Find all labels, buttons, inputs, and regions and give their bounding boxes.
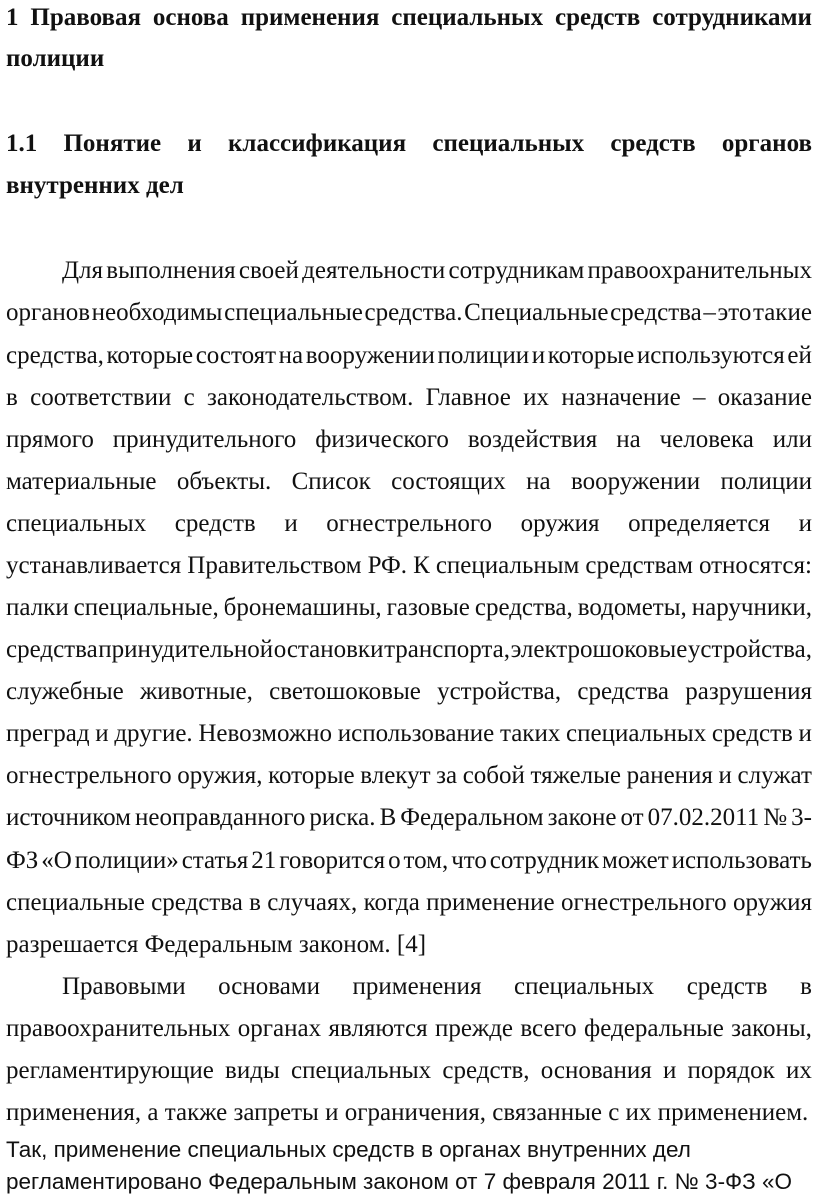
- word: полиции: [720, 468, 812, 495]
- word: –: [692, 384, 706, 411]
- word: использовать: [671, 847, 812, 874]
- heading-2-line-1: [0, 128, 816, 160]
- paragraph-1-line: [0, 845, 816, 877]
- word: случаях,: [267, 889, 358, 916]
- word: использование: [337, 720, 495, 747]
- word: 1: [6, 4, 19, 31]
- word: прямого: [6, 426, 94, 453]
- paragraph-2-last-line: применения, а также запреты и ограничения, связанные с их применением.: [6, 1099, 809, 1126]
- heading-2-line-2: внутренних дел: [6, 172, 184, 199]
- word: транспорта,: [384, 636, 510, 663]
- paragraph-1-line: [0, 802, 816, 834]
- word: и: [284, 510, 298, 537]
- word: прежде: [434, 1015, 514, 1042]
- word: специальных: [566, 720, 707, 747]
- word: ранения: [626, 762, 713, 789]
- word: оказание: [717, 384, 812, 411]
- word: применения: [352, 973, 482, 1000]
- word: Правительством: [187, 552, 362, 579]
- word: материальные: [6, 468, 157, 495]
- word: состоят: [195, 342, 277, 369]
- word: которые: [547, 342, 635, 369]
- paragraph-2-line: [0, 1055, 816, 1087]
- word: Главное: [425, 384, 511, 411]
- word: таких: [499, 720, 561, 747]
- heading-1-line-1: [0, 2, 816, 34]
- word: 21: [251, 847, 277, 874]
- word: являются: [328, 1015, 428, 1042]
- word: и: [95, 720, 109, 747]
- paragraph-1-line: [0, 466, 816, 498]
- word: оружия: [732, 889, 812, 916]
- word: служат: [737, 762, 812, 789]
- word: регламентирующие: [6, 1057, 214, 1084]
- word: может: [601, 847, 669, 874]
- word: законы,: [731, 1015, 812, 1042]
- word: о: [388, 847, 401, 874]
- word: светошоковые: [269, 678, 421, 705]
- paragraph-1-line: [0, 634, 816, 666]
- word: остановки: [273, 636, 384, 663]
- word: в: [249, 889, 261, 916]
- word: ей: [787, 342, 812, 369]
- word: №: [763, 804, 788, 831]
- paragraph-1-line: [0, 382, 816, 414]
- word: Правовыми: [62, 973, 186, 1000]
- paragraph-1-line: [0, 340, 816, 372]
- word: полиции»: [74, 847, 179, 874]
- paragraph-1-line: [0, 297, 816, 329]
- word: РФ.: [367, 552, 408, 579]
- word: служебные: [6, 678, 124, 705]
- word: средства: [151, 889, 243, 916]
- word: законодательством.: [207, 384, 414, 411]
- word: органах: [237, 1015, 322, 1042]
- word: средства: [610, 299, 702, 326]
- word: газовые: [386, 594, 470, 621]
- word: В: [379, 804, 397, 831]
- paragraph-1-line: [0, 676, 816, 708]
- word: К: [413, 552, 430, 579]
- word: виды: [225, 1057, 280, 1084]
- word: назначение: [561, 384, 681, 411]
- word: полиции: [437, 342, 530, 369]
- word: –: [703, 299, 716, 326]
- paragraph-1-line: [0, 508, 816, 540]
- word: специальных: [6, 510, 147, 537]
- word: собой: [462, 762, 525, 789]
- word: устанавливается: [6, 552, 182, 579]
- word: применение: [426, 889, 555, 916]
- word: Федеральном: [400, 804, 544, 831]
- word: выполнения: [106, 257, 236, 284]
- word: животные,: [139, 678, 253, 705]
- word: специальные: [224, 299, 363, 326]
- word: и: [798, 510, 812, 537]
- word: принудительной: [98, 636, 274, 663]
- word: огнестрельного: [326, 510, 492, 537]
- word: специальные: [6, 889, 145, 916]
- paragraph-2-line: [0, 1013, 816, 1045]
- paragraph-2-line: [0, 971, 816, 1003]
- word: и: [662, 1057, 677, 1084]
- word: Правовая: [30, 4, 141, 31]
- word: деятельности: [302, 257, 446, 284]
- word: с: [183, 384, 195, 411]
- word: средств: [686, 973, 768, 1000]
- word: это: [717, 299, 752, 326]
- word: их: [786, 1057, 812, 1084]
- word: специальных: [432, 130, 585, 157]
- word: средства: [577, 678, 670, 705]
- word: неоправданного: [135, 804, 306, 831]
- word: такие: [752, 299, 812, 326]
- word: и: [798, 720, 812, 747]
- word: сотрудникам: [448, 257, 585, 284]
- word: риска.: [309, 804, 376, 831]
- word: человека: [659, 426, 754, 453]
- paragraph-1-line: [0, 255, 816, 287]
- paragraph-1-line: [0, 424, 816, 456]
- word: специальных: [290, 1057, 432, 1084]
- paragraph-1-line: [0, 718, 816, 750]
- word: органов: [721, 130, 812, 157]
- word: наручники,: [691, 594, 812, 621]
- word: основания: [540, 1057, 652, 1084]
- word: правоохранительных: [587, 257, 812, 284]
- word: за: [436, 762, 458, 789]
- word: оружия,: [177, 762, 263, 789]
- word: всего: [520, 1015, 577, 1042]
- word: 1.1: [6, 130, 38, 157]
- word: федеральные: [584, 1015, 724, 1042]
- word: и: [531, 342, 546, 369]
- word: основа: [152, 4, 229, 31]
- word: сотрудниками: [652, 4, 812, 31]
- word: когда: [363, 889, 420, 916]
- word: в: [800, 973, 812, 1000]
- word: средства: [6, 636, 98, 663]
- word: разрушения: [685, 678, 812, 705]
- word: или: [772, 426, 812, 453]
- heading-1-line-2: полиции: [6, 45, 105, 72]
- word: Невозможно: [198, 720, 333, 747]
- word: огнестрельного: [560, 889, 727, 916]
- word: устройства,: [437, 678, 562, 705]
- word: специальным: [435, 552, 580, 579]
- word: и: [187, 130, 202, 157]
- paragraph-1-line: [0, 887, 816, 919]
- word: Для: [62, 257, 104, 284]
- word: основами: [218, 973, 320, 1000]
- word: состоящих: [391, 468, 506, 495]
- word: классификация: [228, 130, 407, 157]
- word: «О: [41, 847, 72, 874]
- word: определяется: [628, 510, 771, 537]
- word: средства,: [6, 342, 104, 369]
- word: и: [718, 762, 732, 789]
- word: принудительного: [112, 426, 297, 453]
- word: бронемашины,: [223, 594, 382, 621]
- word: которые: [106, 342, 194, 369]
- word: на: [526, 468, 551, 495]
- word: специальные,: [73, 594, 219, 621]
- word: тяжелые: [530, 762, 621, 789]
- paragraph-1-line: [0, 592, 816, 624]
- word: средств,: [442, 1057, 530, 1084]
- word: 3-: [791, 804, 812, 831]
- word: электрошоковые: [510, 636, 688, 663]
- word: необходимы: [91, 299, 223, 326]
- word: специальных: [513, 973, 655, 1000]
- word: огнестрельного: [6, 762, 172, 789]
- word: 07.02.2011: [647, 804, 760, 831]
- word: вооружении: [570, 468, 701, 495]
- word: на: [278, 342, 304, 369]
- word: преград: [6, 720, 90, 747]
- word: вооружении: [305, 342, 435, 369]
- word: влекут: [360, 762, 431, 789]
- word: от: [620, 804, 644, 831]
- word: порядок: [687, 1057, 775, 1084]
- word: палки: [6, 594, 69, 621]
- word: устройства,: [687, 636, 812, 663]
- word: водометы,: [577, 594, 687, 621]
- word: объекты.: [176, 468, 272, 495]
- word: ФЗ: [6, 847, 39, 874]
- paragraph-1-line: [0, 550, 816, 582]
- word: которые: [268, 762, 355, 789]
- word: статья: [181, 847, 249, 874]
- word: другие.: [114, 720, 193, 747]
- word: на: [616, 426, 641, 453]
- word: что: [451, 847, 487, 874]
- word: в: [6, 384, 18, 411]
- word: том,: [403, 847, 449, 874]
- word: Специальные: [464, 299, 609, 326]
- paragraph-3-line-1: Так, применение специальных средств в органах внутренних дел: [6, 1137, 691, 1162]
- word: правоохранительных: [6, 1015, 231, 1042]
- word: Список: [291, 468, 371, 495]
- word: Понятие: [63, 130, 162, 157]
- word: специальных: [391, 4, 544, 31]
- word: законе: [547, 804, 617, 831]
- word: средства,: [474, 594, 573, 621]
- paragraph-1-line: [0, 760, 816, 792]
- word: соответствии: [30, 384, 172, 411]
- word: сотрудник: [489, 847, 600, 874]
- word: своей: [238, 257, 299, 284]
- word: применения: [240, 4, 380, 31]
- word: средств: [610, 130, 696, 157]
- word: средствам: [585, 552, 693, 579]
- word: органов: [6, 299, 91, 326]
- word: средств: [554, 4, 641, 31]
- word: средства.: [364, 299, 463, 326]
- word: говорится: [279, 847, 386, 874]
- word: оружия: [520, 510, 600, 537]
- word: воздействия: [467, 426, 598, 453]
- word: источником: [6, 804, 131, 831]
- paragraph-1-last-line: разрешается Федеральным законом. [4]: [6, 931, 427, 958]
- word: их: [523, 384, 550, 411]
- word: средств: [174, 510, 256, 537]
- word: относятся:: [698, 552, 812, 579]
- paragraph-3-line-2: регламентировано Федеральным законом от 7 февраля 2011 г. № 3-ФЗ «О: [6, 1169, 793, 1194]
- word: физического: [315, 426, 449, 453]
- word: используются: [636, 342, 785, 369]
- word: средств: [711, 720, 793, 747]
